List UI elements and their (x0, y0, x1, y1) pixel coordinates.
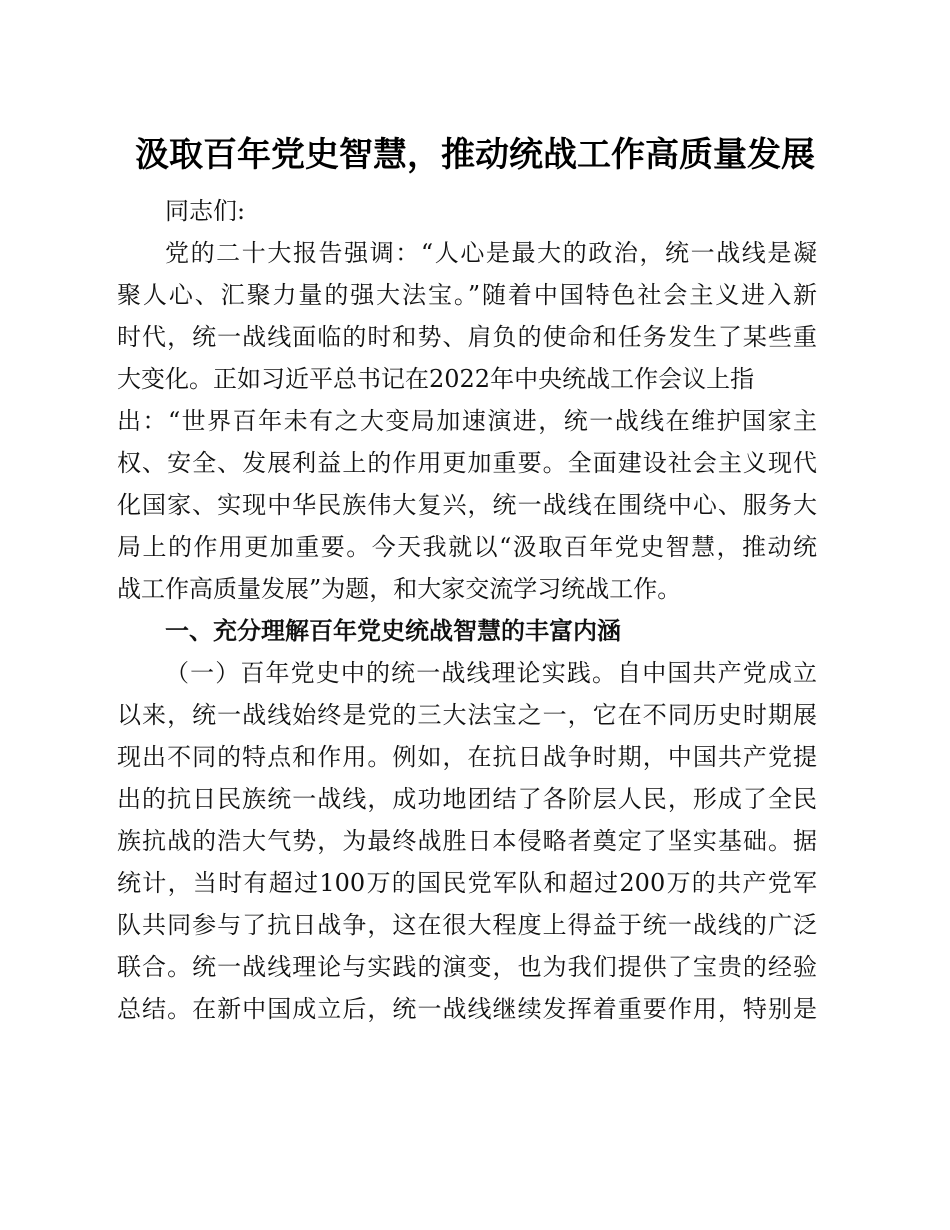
salutation: 同志们: (165, 197, 246, 225)
paragraph-line: 时代，统一战线面临的时和势、肩负的使命和任务发生了某些重 (117, 323, 817, 351)
section-heading: 一、充分理解百年党史统战智慧的丰富内涵 (165, 617, 621, 645)
paragraph-line: 总结。在新中国成立后，统一战线继续发挥着重要作用，特别是 (117, 995, 817, 1023)
paragraph-line: 队共同参与了抗日战争，这在很大程度上得益于统一战线的广泛 (117, 911, 817, 939)
paragraph-line: 战工作高质量发展”为题，和大家交流学习统战工作。 (117, 575, 682, 603)
paragraph-line: 族抗战的浩大气势，为最终战胜日本侵略者奠定了坚实基础。据 (117, 827, 817, 855)
paragraph-line: 大变化。正如习近平总书记在2022年中央统战工作会议上指 (117, 365, 755, 393)
document-title: 汲取百年党史智慧，推动统战工作高质量发展 (135, 135, 815, 175)
paragraph-line: 联合。统一战线理论与实践的演变，也为我们提供了宝贵的经验 (117, 953, 817, 981)
paragraph-line: 统计，当时有超过100万的国民党军队和超过200万的共产党军 (117, 869, 817, 897)
paragraph-line: 权、安全、发展利益上的作用更加重要。全面建设社会主义现代 (117, 449, 817, 477)
paragraph-line: （一）百年党史中的统一战线理论实践。自中国共产党成立 (165, 659, 817, 687)
paragraph-line: 局上的作用更加重要。今天我就以“汲取百年党史智慧，推动统 (117, 533, 817, 561)
paragraph-line: 聚人心、汇聚力量的强大法宝。”随着中国特色社会主义进入新 (117, 281, 817, 309)
paragraph-line: 出的抗日民族统一战线，成功地团结了各阶层人民，形成了全民 (117, 785, 817, 813)
paragraph-line: 党的二十大报告强调：“人心是最大的政治，统一战线是凝 (165, 239, 817, 267)
paragraph-line: 出：“世界百年未有之大变局加速演进，统一战线在维护国家主 (117, 407, 817, 435)
paragraph-line: 以来，统一战线始终是党的三大法宝之一，它在不同历史时期展 (117, 701, 817, 729)
paragraph-line: 化国家、实现中华民族伟大复兴，统一战线在围绕中心、服务大 (117, 491, 817, 519)
paragraph-line: 现出不同的特点和作用。例如，在抗日战争时期，中国共产党提 (117, 743, 817, 771)
document-body (117, 190, 817, 1030)
